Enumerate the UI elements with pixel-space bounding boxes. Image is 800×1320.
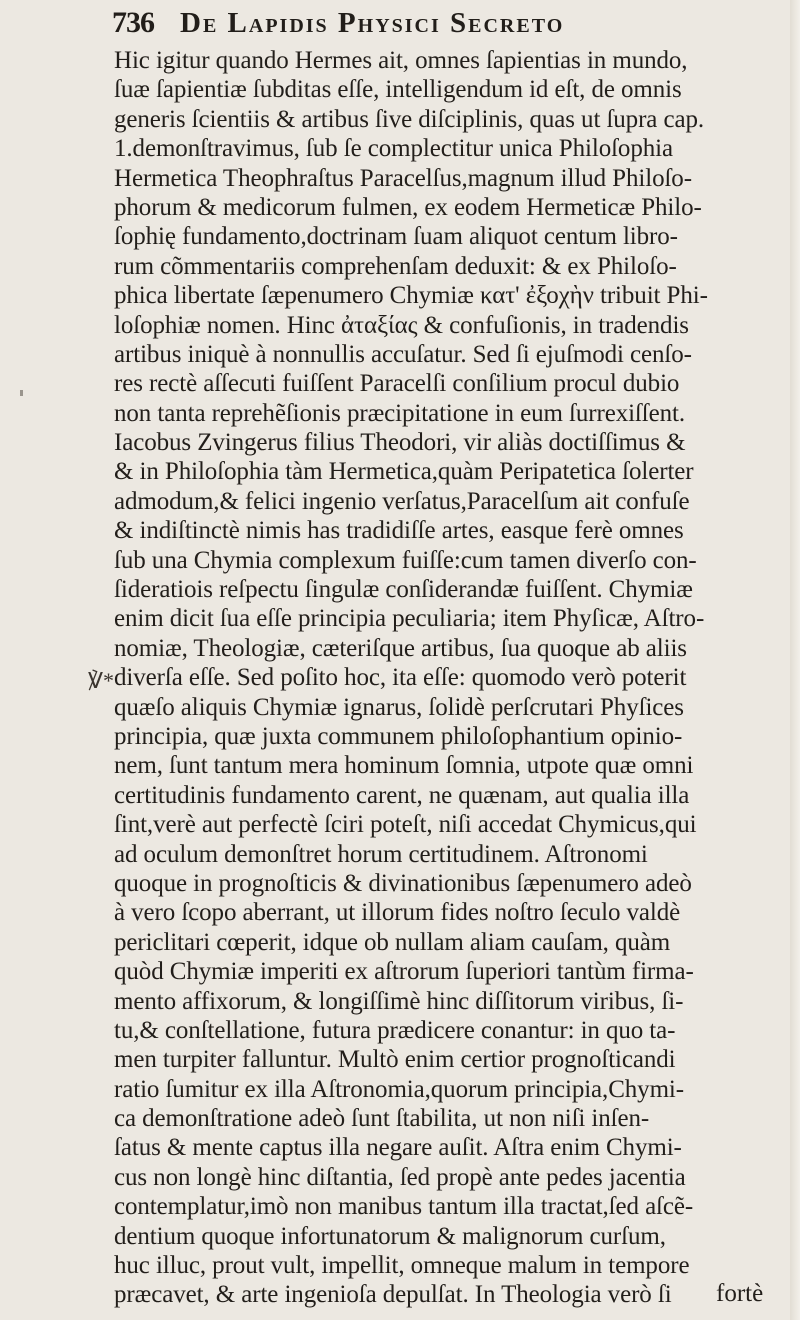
text-line: à vero ſcopo aberrant, ut illorum fides noſtro ſeculo valdè bbox=[114, 899, 681, 927]
body-text bbox=[114, 46, 774, 1310]
text-line: præcavet, & arte ingenioſa depulſat. In Theologia verò ſi bbox=[114, 1281, 672, 1309]
text-line: ad oculum demonſtret horum certitudinem. Aſtronomi bbox=[114, 840, 648, 868]
text-line: tu,& conſtellatione, futura prædicere conantur: in quo ta- bbox=[114, 1016, 676, 1044]
text-line: admodum,& felici ingenio verſatus,Paracelſum ait confuſe bbox=[114, 487, 690, 515]
text-line: enim dicit ſua eſſe principia peculiaria; item Phyſicæ, Aſtro- bbox=[114, 605, 705, 633]
text-line: & in Philoſophia tàm Hermetica,quàm Peripatetica ſolerter bbox=[114, 458, 694, 486]
text-line: ſub una Chymia complexum fuiſſe:cum tamen diverſo con- bbox=[114, 546, 697, 574]
text-line: periclitari cœperit, idque ob nullam aliam cauſam, quàm bbox=[114, 928, 671, 956]
text-line: phorum & medicorum fulmen, ex eodem Hermeticæ Philo- bbox=[114, 193, 702, 221]
text-line: nomiæ, Theologiæ, cæteriſque artibus, ſua quoque ab aliis bbox=[114, 634, 687, 662]
text-line: non tanta reprehẽſionis præcipitatione in eum ſurrexiſſent. bbox=[114, 399, 686, 427]
text-line: res rectè aſſecuti fuiſſent Paracelſi conſilium procul dubio bbox=[114, 370, 680, 398]
text-line: 1.demonſtravimus, ſub ſe complectitur unica Philoſophia bbox=[114, 135, 673, 163]
text-line: ſophię fundamento,doctrinam ſuam aliquot centum libro- bbox=[114, 223, 678, 251]
text-line: artibus iniquè à nonnullis accuſatur. Sed ſi ejuſmodi cenſo- bbox=[114, 340, 692, 368]
text-line: certitudinis fundamento carent, ne quænam, aut qualia illa bbox=[114, 781, 690, 809]
text-line: loſophiæ nomen. Hinc ἀταξίας & confuſionis, in tradendis bbox=[114, 311, 689, 339]
text-line: rum cõmmentariis comprehenſam deduxit: & ex Philoſo- bbox=[114, 252, 677, 280]
text-line: ſuæ ſapientiæ ſubditas eſſe, intelligendum id eſt, de omnis bbox=[114, 76, 682, 104]
text-line: & indiſtinctè nimis has tradidiſſe artes, easque ferè omnes bbox=[114, 517, 684, 545]
page-edge bbox=[790, 0, 800, 1320]
text-line: quoque in prognoſticis & divinationibus ſæpenumero adeò bbox=[114, 869, 692, 897]
text-line: quòd Chymiæ imperiti ex aſtrorum ſuperiori tantùm firma- bbox=[114, 958, 694, 986]
text-line: diverſa eſſe. Sed poſito hoc, ita eſſe: quomodo verò poterit bbox=[114, 664, 687, 692]
text-line: Hermetica Theophraſtus Paracelſus,magnum illud Philoſo- bbox=[114, 164, 692, 192]
text-line: quæſo aliquis Chymiæ ignarus, ſolidè perſcrutari Phyſices bbox=[114, 693, 684, 721]
text-line: ſideratiois reſpectu ſingulæ conſiderandæ fuiſſent. Chymiæ bbox=[114, 576, 693, 604]
text-line: principia, quæ juxta communem philoſophantium opinio- bbox=[114, 722, 683, 750]
text-line: Iacobus Zvingerus filius Theodori, vir aliàs doctiſſimus & bbox=[114, 429, 686, 457]
margin-speck bbox=[20, 390, 23, 396]
text-line: mento affixorum, & longiſſimè hinc diſſitorum viribus, ſi- bbox=[114, 987, 684, 1015]
text-line: contemplatur,imò non manibus tantum illa tractat,ſed aſcẽ- bbox=[114, 1193, 694, 1221]
text-line: cus non longè hinc diſtantia, ſed propè ante pedes jacentia bbox=[114, 1163, 686, 1191]
text-line: ſatus & mente captus illa negare auſit. Aſtra enim Chymi- bbox=[114, 1134, 682, 1162]
page-number: 736 bbox=[112, 6, 154, 39]
text-line: Hic igitur quando Hermes ait, omnes ſapientias in mundo, bbox=[114, 47, 688, 74]
catchword: fortè bbox=[716, 1280, 764, 1307]
text-line: ca demonſtratione adeò ſunt ſtabilita, ut non niſi inſen- bbox=[114, 1105, 650, 1133]
text-line: huc illuc, prout vult, impellit, omneque malum in tempore bbox=[114, 1252, 690, 1280]
running-title: De Lapidis Physici Secreto bbox=[180, 7, 565, 39]
text-line: dentium quoque infortunatorum & malignorum curſum, bbox=[114, 1222, 666, 1250]
margin-mark: ℣* bbox=[88, 668, 115, 693]
text-line: ratio ſumitur ex illa Aſtronomia,quorum principia,Chymi- bbox=[114, 1075, 684, 1103]
page-header bbox=[112, 6, 752, 46]
text-line: men turpiter falluntur. Multò enim certior prognoſticandi bbox=[114, 1046, 676, 1074]
text-line: ſint,verè aut perfectè ſciri poteſt, niſi accedat Chymicus,qui bbox=[114, 811, 697, 839]
text-line: generis ſcientiis & artibus ſive diſciplinis, quas ut ſupra cap. bbox=[114, 105, 704, 133]
text-line: phica libertate ſæpenumero Chymiæ κατ' ἐξοχὴν tribuit Phi- bbox=[114, 282, 708, 310]
text-line: nem, ſunt tantum mera hominum ſomnia, utpote quæ omni bbox=[114, 752, 694, 780]
